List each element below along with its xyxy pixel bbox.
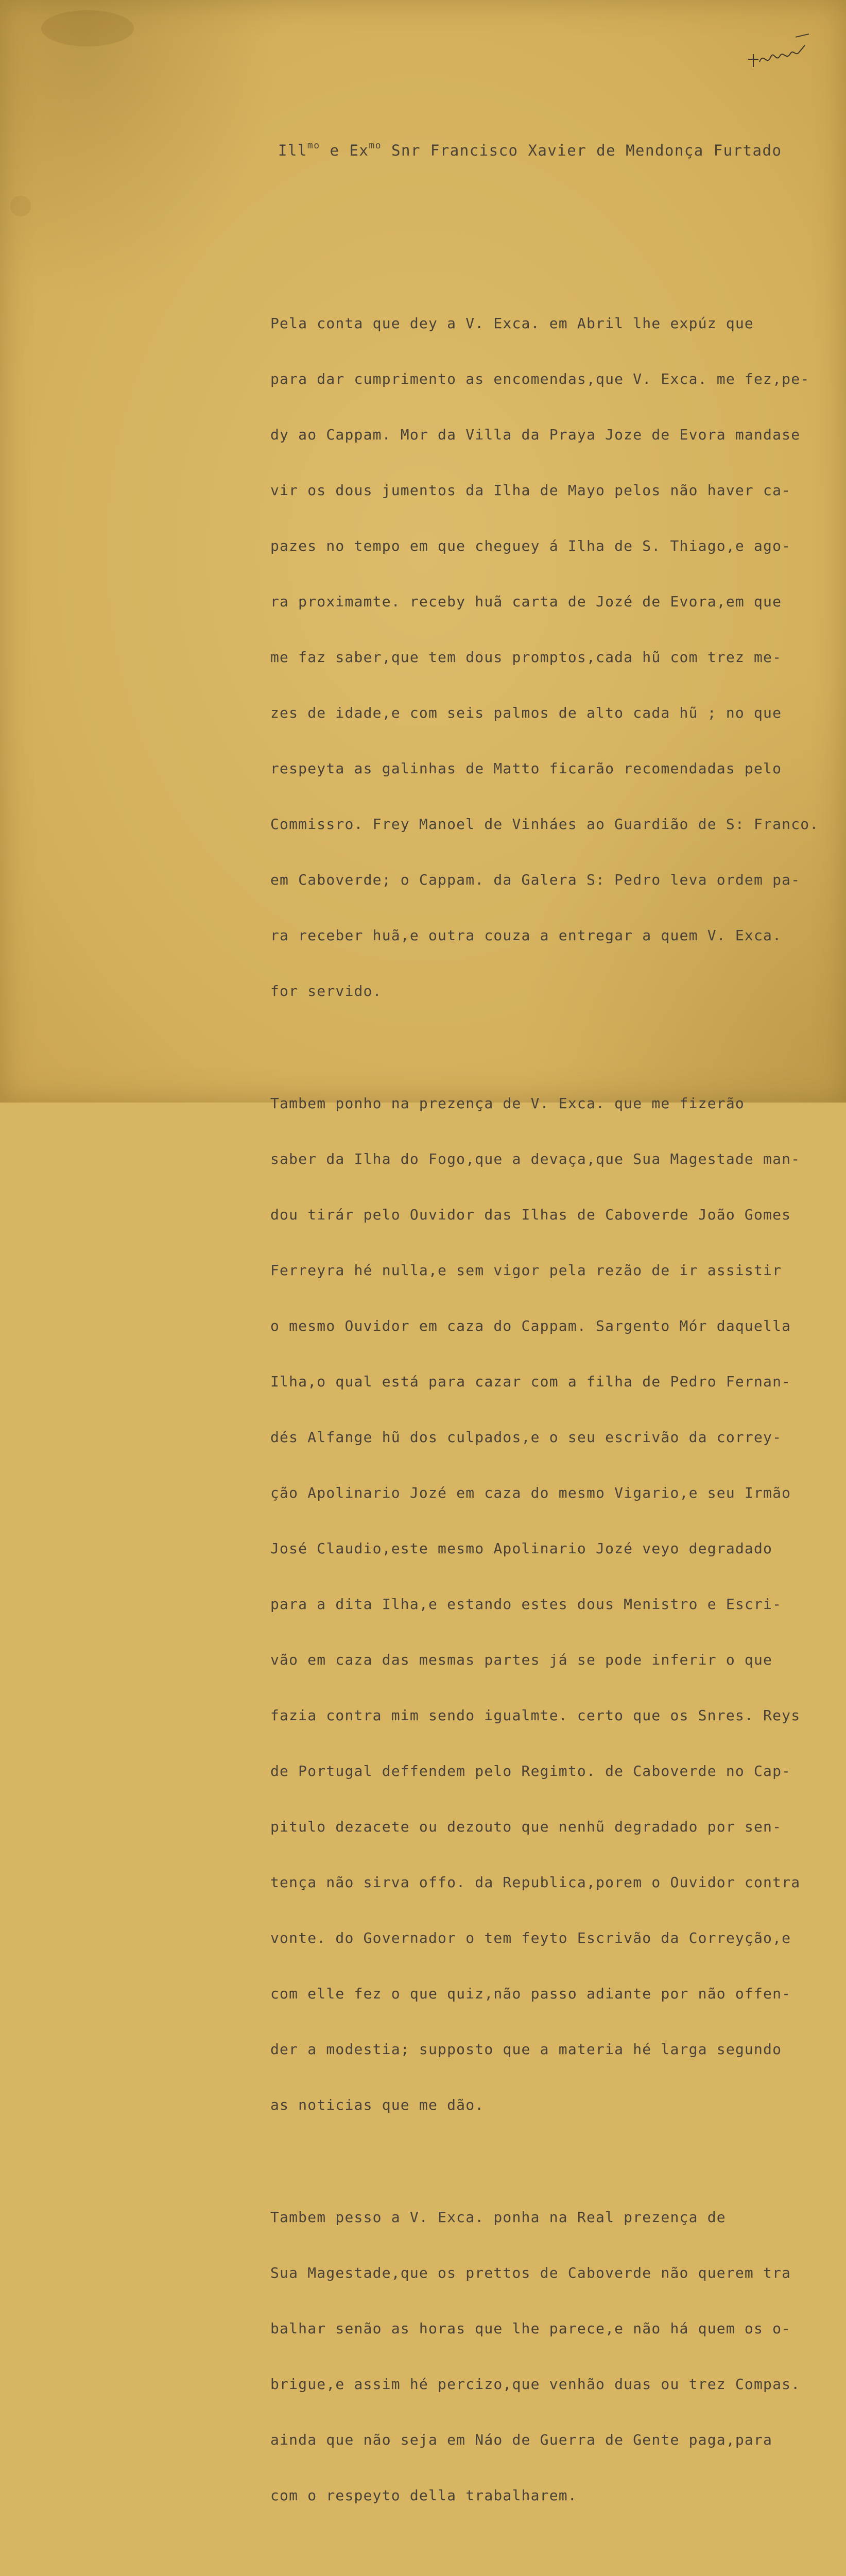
salutation-heading [278, 140, 782, 159]
text-line: ra receber huã,e outra couza a entregar a quem V. Exca. [270, 927, 782, 944]
text-line: ainda que não seja em Náo de Guerra de Gente paga,para [270, 2431, 773, 2448]
text-line: para a dita Ilha,e estando estes dous Menistro e Escri- [270, 1596, 782, 1613]
letter-body [270, 277, 842, 2576]
text-line: pazes no tempo em que cheguey á Ilha de S. Thiago,e ago- [270, 537, 791, 554]
text-line: tença não sirva offo. da Republica,porem o Ouvidor contra [270, 1874, 801, 1891]
paragraph-2 [270, 1057, 842, 2151]
text-line: para dar cumprimento as encomendas,que V. Exca. me fez,pe- [270, 370, 810, 387]
paragraph-4 [270, 2562, 842, 2576]
text-line: fazia contra mim sendo igualmte. certo que os Snres. Reys [270, 1707, 801, 1724]
text-line: José Claudio,este mesmo Apolinario Jozé veyo degradado [270, 1540, 773, 1557]
text-line: dy ao Cappam. Mor da Villa da Praya Joze de Evora mandase [270, 426, 801, 443]
text-line: ra proximamte. receby huã carta de Jozé de Evora,em que [270, 593, 782, 610]
text-line: Commissro. Frey Manoel de Vinháes ao Guardião de S: Franco. [270, 816, 819, 833]
text-line: respeyta as galinhas de Matto ficarão recomendadas pelo [270, 760, 782, 777]
text-line: o mesmo Ouvidor em caza do Cappam. Sargento Mór daquella [270, 1317, 791, 1334]
salutation-superscript: mo [369, 140, 382, 151]
text-line: for servido. [270, 982, 382, 999]
text-line: ção Apolinario Jozé em caza do mesmo Vigario,e seu Irmão [270, 1484, 791, 1501]
text-line: brigue,e assim hé percizo,que venhão duas ou trez Compas. [270, 2376, 801, 2393]
text-line: em Caboverde; o Cappam. da Galera S: Pedro leva ordem pa- [270, 871, 801, 888]
salutation-superscript: mo [307, 140, 320, 151]
text-line: as noticias que me dão. [270, 2096, 485, 2113]
text-line: der a modestia; supposto que a materia hé larga segundo [270, 2041, 782, 2058]
text-line: de Portugal deffendem pelo Regimto. de Caboverde no Cap- [270, 1762, 791, 1780]
text-line: me faz saber,que tem dous promptos,cada hũ com trez me- [270, 649, 782, 666]
handwritten-annotation [744, 31, 811, 77]
paragraph-1 [270, 277, 842, 1038]
text-line: Tambem ponho na prezença de V. Exca. que me fizerão [270, 1095, 745, 1112]
text-line: balhar senão as horas que lhe parece,e não há quem os o- [270, 2320, 791, 2337]
text-line: pitulo dezacete ou dezouto que nenhũ degradado por sen- [270, 1818, 782, 1835]
paragraph-3 [270, 2171, 842, 2542]
text-line: Sua Magestade,que os prettos de Caboverde não querem tra [270, 2264, 791, 2281]
text-line: Tambem pesso a V. Exca. ponha na Real prezença de [270, 2209, 726, 2226]
text-line: dés Alfange hũ dos culpados,e o seu escrivão da correy- [270, 1429, 782, 1446]
paper-stain [10, 196, 31, 216]
text-line: saber da Ilha do Fogo,que a devaça,que Sua Magestade man- [270, 1150, 801, 1167]
salutation-part: Snr Francisco Xavier de Mendonça Furtado [382, 142, 782, 159]
text-line: Pela conta que dey a V. Exca. em Abril lhe expúz que [270, 315, 754, 332]
salutation-part: Ill [278, 142, 307, 159]
text-line: vão em caza das mesmas partes já se pode inferir o que [270, 1651, 773, 1668]
salutation-part: e Ex [320, 142, 369, 159]
text-line: com elle fez o que quiz,não passo adiante por não offen- [270, 1985, 791, 2002]
text-line: vir os dous jumentos da Ilha de Mayo pelos não haver ca- [270, 482, 791, 499]
text-line: Ilha,o qual está para cazar com a filha de Pedro Fernan- [270, 1373, 791, 1390]
paper-stain [41, 10, 134, 46]
text-line: Ferreyra hé nulla,e sem vigor pela rezão de ir assistir [270, 1262, 782, 1279]
text-line: vonte. do Governador o tem feyto Escrivão da Correyção,e [270, 1929, 791, 1946]
text-line: com o respeyto della trabalharem. [270, 2487, 577, 2504]
text-line: zes de idade,e com seis palmos de alto cada hũ ; no que [270, 704, 782, 721]
text-line: dou tirár pelo Ouvidor das Ilhas de Caboverde João Gomes [270, 1206, 791, 1223]
